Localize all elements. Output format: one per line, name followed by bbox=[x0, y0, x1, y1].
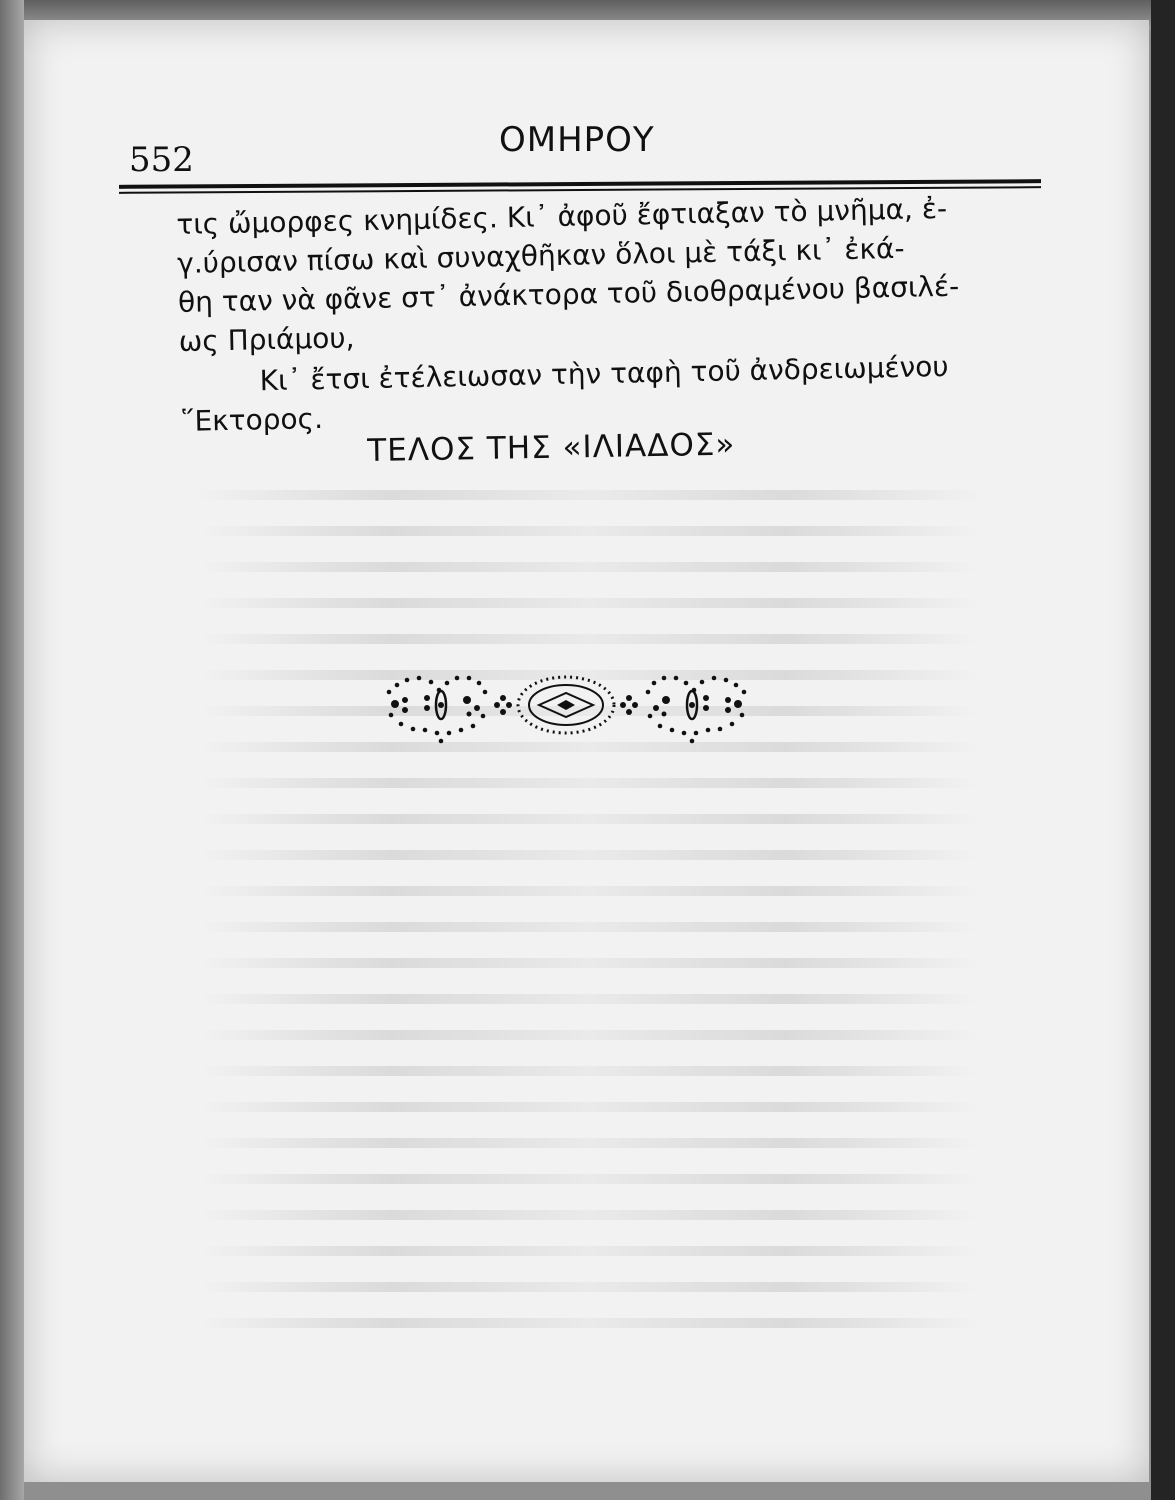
center-diamond-motif bbox=[494, 677, 638, 733]
paragraph-1 bbox=[176, 187, 1055, 361]
text-line: γ.ύρισαν πίσω καὶ συναχθῆκαν ὅλοι μὲ τάξι κι᾽ ἐκά- bbox=[176, 231, 905, 280]
text-line: ῞Εκτορος. bbox=[180, 401, 324, 438]
scan-border-left bbox=[0, 0, 24, 1500]
decorative-ornament-icon bbox=[379, 670, 754, 750]
end-title: ΤΕΛΟΣ ΤΗΣ «ΙΛΙΑΔΟΣ» bbox=[367, 426, 736, 469]
body-text bbox=[176, 187, 1057, 441]
page-header bbox=[119, 120, 1039, 200]
paragraph-2 bbox=[179, 345, 1056, 441]
page-number: 552 bbox=[129, 140, 194, 180]
text-line: τις ὤμορφες κνημίδες. Κι᾽ ἀφοῦ ἔφτιαξαν τὸ μνῆμα, ἐ- bbox=[176, 191, 948, 241]
scan-border-right bbox=[1151, 0, 1175, 1500]
right-scroll-motif bbox=[646, 676, 747, 744]
text-line: θη ταν νὰ φᾶνε στ᾽ ἀνάκτορα τοῦ διοθραμένου βασιλέ- bbox=[177, 269, 960, 319]
text-line: ως Πριάμου, bbox=[178, 321, 355, 358]
text-line: Κι᾽ ἔτσι ἐτέλειωσαν τὴν ταφὴ τοῦ ἀνδρειωμένου bbox=[259, 349, 949, 398]
running-head: ΟΜΗΡΟΥ bbox=[499, 120, 655, 160]
left-scroll-motif bbox=[387, 676, 488, 744]
book-page bbox=[24, 20, 1149, 1482]
